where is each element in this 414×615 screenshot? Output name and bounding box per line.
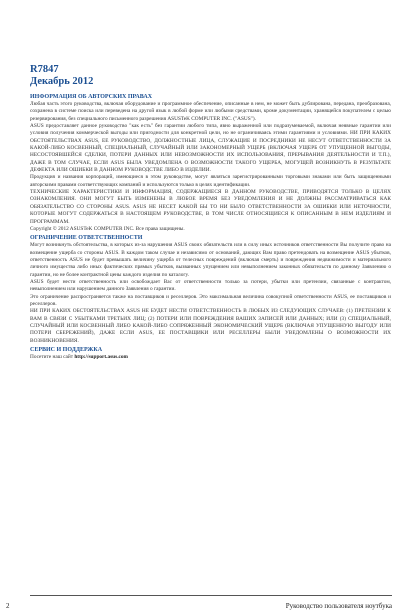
specifications-paragraph: ТЕХНИЧЕСКИЕ ХАРАКТЕРИСТИКИ И ИНФОРМАЦИЯ, СОДЕРЖАЩИЕСЯ В ДАННОМ РУКОВОДСТВЕ, ПРИВОДЯТСЯ ТОЛЬКО В ЦЕЛЯХ ОЗНАКОМЛЕНИЯ. ОНИ МОГУТ БЫТЬ ИЗМЕНЕНЫ В ЛЮБОЕ ВРЕМЯ БЕЗ УВЕДОМЛЕНИЯ И НЕ ДОЛЖНЫ РАССМАТРИВАТЬСЯ КАК ОБЯЗАТЕЛЬСТВО СО СТОРОНЫ ASUS. ASUS НЕ НЕСЕТ КАКОЙ БЫ ТО НИ БЫЛО ОТВЕТСТВЕННОСТИ ЗА ОШИБКИ ИЛИ НЕТОЧНОСТИ, КОТОРЫЕ МОГУТ СОДЕРЖАТЬСЯ В НАСТОЯЩЕМ РУКОВОДСТВЕ, В ТОМ ЧИСЛЕ ОТНОСЯЩИЕСЯ К ОПИСАННЫМ В НЕМ ИЗДЕЛИЯМ И ПРОГРАММАМ. — [30, 189, 391, 225]
liability-heading: ОГРАНИЧЕНИЕ ОТВЕТСТВЕННОСТИ — [30, 235, 143, 242]
document-code: R7847 — [30, 64, 59, 75]
support-link[interactable]: http://support.asus.com — [74, 354, 128, 360]
copyright-paragraph: Любая часть этого руководства, включая оборудование и программное обеспечение, описанные в нем, не может быть дублирована, передана, преобразована, сохранена в системе поиска или переведена на другой язык в любой форме или любыми средствами, кроме документации, хранящейся покупателем с целью резервирования, без специального письменного разрешения ASUSTeK COMPUTER INC. ("ASUS"). — [30, 101, 391, 122]
page-number: 2 — [6, 602, 10, 610]
footer-title: Руководство пользователя ноутбука — [285, 602, 392, 610]
disclaimer-paragraph: ASUS предоставляет данное руководство "как есть" без гарантии любого типа, явно выраженной или подразумеваемой, включая неявные гарантии или условия получения коммерческой выгоды или пригодности для конкретной цели, но не ограничиваясь этими гарантиями и условиями. НИ ПРИ КАКИХ ОБСТОЯТЕЛЬСТВАХ ASUS, ЕЕ РУКОВОДСТВО, ДОЛЖНОСТНЫЕ ЛИЦА, СЛУЖАЩИЕ И ПОСРЕДНИКИ НЕ НЕСУТ ОТВЕТСТВЕННОСТИ ЗА КАКОЙ-ЛИБО КОСВЕННЫЙ, СПЕЦИАЛЬНЫЙ, СЛУЧАЙНЫЙ ИЛИ ЗАКОНОМЕРНЫЙ УЩЕРБ (ВКЛЮЧАЯ УЩЕРБ ОТ УПУЩЕННОЙ ВЫГОДЫ, НЕСОСТОЯВШЕЙСЯ СДЕЛКИ, ПОТЕРИ ДАННЫХ ИЛИ НЕВОЗМОЖНОСТИ ИХ ИСПОЛЬЗОВАНИЯ, ПРЕРЫВАНИЯ ДЕЯТЕЛЬНОСТИ И Т.П.), ДАЖЕ В ТОМ СЛУЧАЕ, ЕСЛИ ASUS БЫЛА УВЕДОМЛЕНА О ВОЗМОЖНОСТИ ТАКОГО УЩЕРБА, МОГУЩЕЙ ВОЗНИКНУТЬ В РЕЗУЛЬТАТЕ ДЕФЕКТА ИЛИ ОШИБКИ В ДАННОМ РУКОВОДСТВЕ ЛИБО В ИЗДЕЛИИ. — [30, 123, 391, 174]
copyright-heading: ИНФОРМАЦИЯ ОБ АВТОРСКИХ ПРАВАХ — [30, 94, 153, 100]
support-prefix: Посетите наш сайт — [30, 354, 74, 360]
liability-paragraph-2: ASUS будет нести ответственность или освобождает Вас от ответственности только за потери, убытки или претензии, связанные с контрактом, невыполнением или нарушением данного Заявления о гарантии. — [30, 278, 391, 293]
support-heading: СЕРВИС И ПОДДЕРЖКА — [30, 347, 103, 353]
liability-paragraph-4: НИ ПРИ КАКИХ ОБСТОЯТЕЛЬСТВАХ ASUS НЕ БУДЕТ НЕСТИ ОТВЕТСТВЕННОСТЬ В ЛЮБЫХ ИЗ СЛЕДУЮЩИХ СЛУЧАЕВ: (1) ПРЕТЕНЗИИ К ВАМ В СВЯЗИ С УБЫТКАМИ ТРЕТЬИХ ЛИЦ; (2) ПОТЕРИ ИЛИ ПОВРЕЖДЕНИЯ ВАШИХ ЗАПИСЕЙ ИЛИ ДАННЫХ; ИЛИ (3) СПЕЦИАЛЬНЫЙ, СЛУЧАЙНЫЙ ИЛИ КОСВЕННЫЙ ЛИБО КАКОЙ-ЛИБО СОПРЯЖЕННЫЙ ЭКОНОМИЧЕСКИЙ УЩЕРБ (ВКЛЮЧАЯ УПУЩЕННУЮ ВЫГОДУ ИЛИ ПОТЕРИ СБЕРЕЖЕНИЙ), ДАЖЕ ЕСЛИ ASUS, ЕЕ ПОСТАВЩИКИ ИЛИ РЕСЕЛЛЕРЫ БЫЛИ УВЕДОМЛЕНЫ О ВОЗМОЖНОСТИ ИХ ВОЗНИКНОВЕНИЯ. — [30, 308, 391, 344]
trademark-paragraph: Продукция и названия корпораций, имеющиеся в этом руководстве, могут являться зарегистрированными торговыми знаками или быть защищенными авторскими правами соответствующих компаний и используются только в целях идентификации. — [30, 174, 391, 188]
support-line — [30, 354, 391, 361]
footer-divider — [30, 595, 392, 596]
copyright-notice: Copyright © 2012 ASUSTeK COMPUTER INC. Все права защищены. — [30, 225, 185, 232]
document-date: Декабрь 2012 — [30, 76, 94, 87]
page-content — [30, 64, 391, 361]
liability-paragraph-3: Это ограничение распространяется также на поставщиков и реселлеров. Это максимальная величина совокупной ответственности ASUS, ее поставщиков и реселлеров. — [30, 293, 391, 307]
liability-paragraph-1: Могут возникнуть обстоятельства, в которых из-за нарушения ASUS своих обязательств или в силу иных источников ответственности Вы получите право на возмещение ущерба со стороны ASUS. В каждом таком случае и независимо от оснований, дающих Вам право претендовать на возмещение ASUS убытков, ответственность ASUS не будет превышать величину ущерба от телесных повреждений (включая смерть) и повреждения недвижимости и материального личного имущества либо иных фактических прямых убытков, вызванных упущением или невыполнением законных обязательств по данному Заявлению о гарантии, но не более контрактной цены каждого изделия по каталогу. — [30, 242, 391, 278]
